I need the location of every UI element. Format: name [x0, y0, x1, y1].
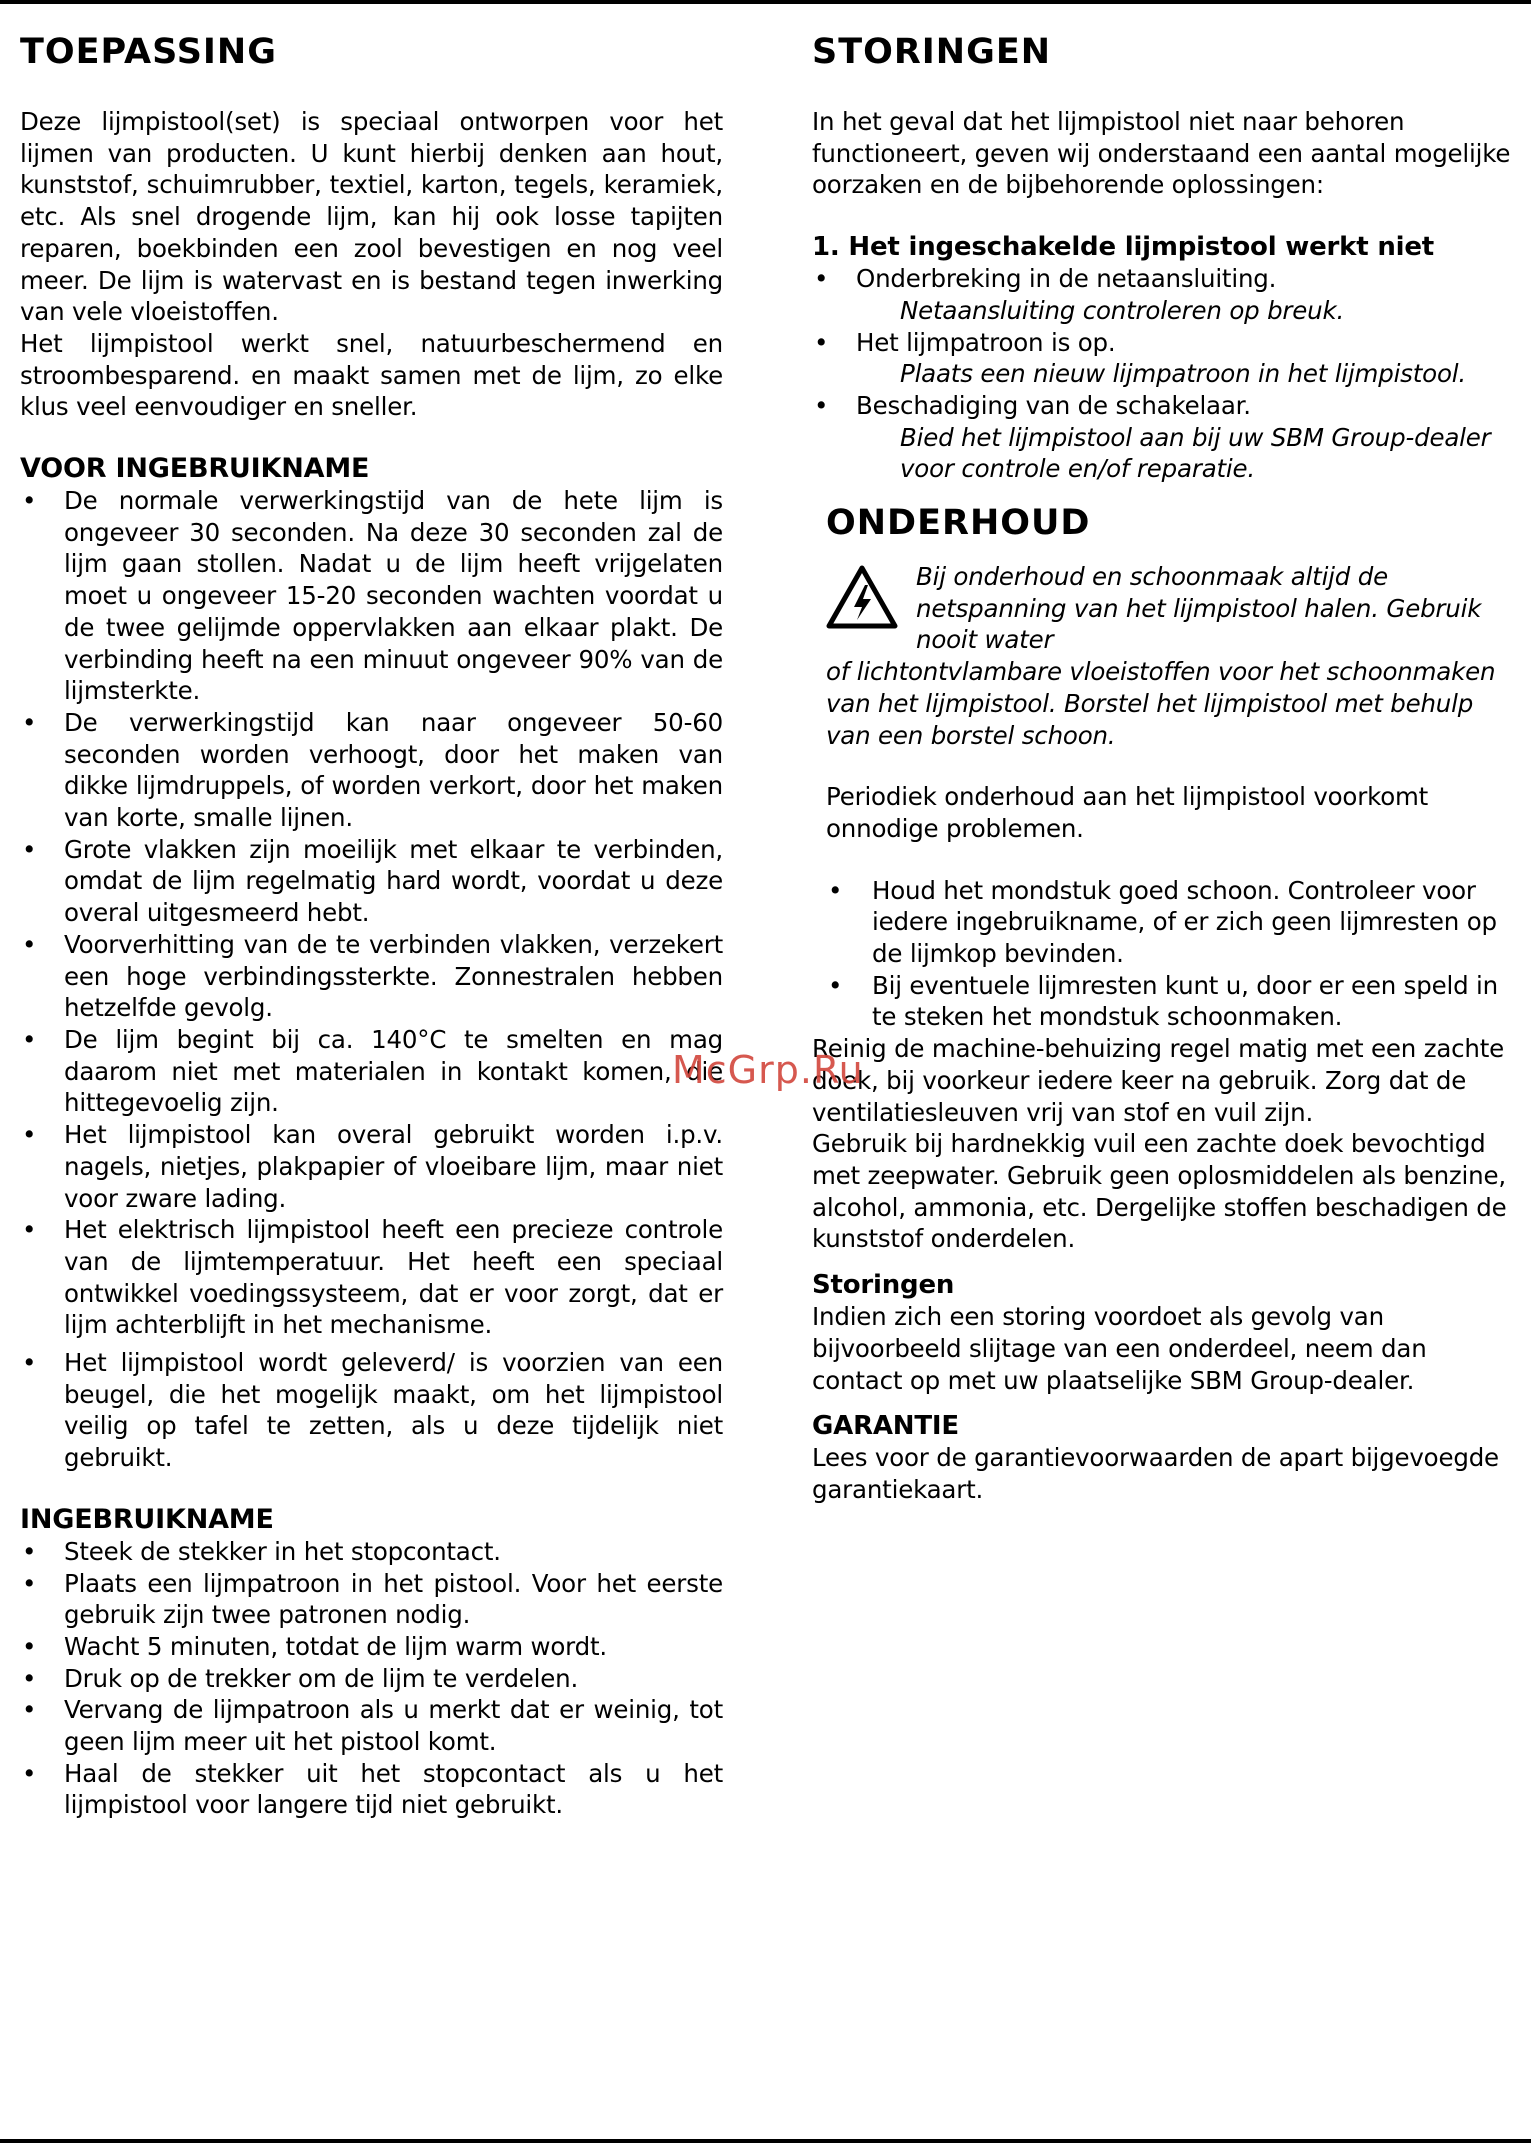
- list-item: • Het elektrisch lijmpistool heeft een precieze controle van de lijmtemperatuur. Het heeft een speciaal ontwikkel voedingssysteem, dat er voor zorgt, dat er lijm achterblijft in het mechanisme.: [20, 1214, 723, 1341]
- list-item: [812, 327, 1524, 390]
- section-title-voor-ingebruikname: VOOR INGEBRUIKNAME: [20, 453, 370, 485]
- reinig-paragraph: Reinig de machine-behuizing regel matig met een zachte doek, bij voorkeur iedere keer na gebruik. Zorg dat de ventilatiesleuven vrij van stof en vuil zijn.: [812, 1034, 1505, 1127]
- list-item: • Steek de stekker in het stopcontact.: [20, 1536, 723, 1568]
- list-item: • Voorverhitting van de te verbinden vlakken, verzekert een hoge verbindingssterkte. Zonnestralen hebben hetzelfde gevolg.: [20, 929, 723, 1024]
- fix-text: Bied het lijmpistool aan bij uw SBM Group-dealer voor controle en/of reparatie.: [900, 422, 1491, 484]
- list-item: • Wacht 5 minuten, totdat de lijm warm wordt.: [20, 1631, 723, 1663]
- garantie-text: Lees voor de garantievoorwaarden de apart bijgevoegde garantiekaart.: [812, 1443, 1499, 1504]
- warning-block: [826, 561, 1524, 656]
- onderhoud-list: [826, 875, 1524, 1034]
- list-item: • Haal de stekker uit het stopcontact als u het lijmpistool voor langere tijd niet gebruikt.: [20, 1758, 723, 1821]
- right-column: [812, 28, 1524, 1506]
- toepassing-paragraph-1: Deze lijmpistool(set) is speciaal ontworpen voor het lijmen van producten. U kunt hierbij denken aan hout, kunststof, schuimrubber, textiel, karton, tegels, keramiek, etc. Als snel drogende lijm, kan hij ook losse tapijten reparen, boekbinden een zool bevestigen en nog veel meer. De lijm is watervast en is bestand tegen inwerking van vele vloeistoffen.: [20, 107, 723, 327]
- list-item: • De lijm begint bij ca. 140°C te smelten en mag daarom niet met materialen in kontakt komen, die hittegevoelig zijn.: [20, 1024, 723, 1119]
- section-title-storingen-2: Storingen: [812, 1270, 955, 1301]
- onderhoud-section: [812, 499, 1524, 1033]
- list-item: • De normale verwerkingstijd van de hete lijm is ongeveer 30 seconden. Na deze 30 seconden zal de lijm gaan stollen. Nadat u de lijm heeft vrijgelaten moet u ongeveer 15-20 seconden wachten voordat u de twee gelijmde oppervlakken aan elkaar plakt. De verbinding heeft na een minuut ongeveer 90% van de lijmsterkte.: [20, 485, 723, 707]
- hardnekkig-vuil-paragraph: Gebruik bij hardnekkig vuil een zachte doek bevochtigd met zeepwater. Gebruik geen oplosmiddelen als benzine, alcohol, ammonia, etc. Dergelijke stoffen beschadigen de kunststof onderdelen.: [812, 1129, 1507, 1254]
- storingen-list: [812, 263, 1524, 485]
- left-column: [20, 28, 723, 1821]
- list-item: • Druk op de trekker om de lijm te verdelen.: [20, 1663, 723, 1695]
- storingen-2-text: Indien zich een storing voordoet als gevolg van bijvoorbeeld slijtage van een onderdeel, neem dan contact op met uw plaatselijke SBM Group-dealer.: [812, 1302, 1427, 1395]
- list-item: • Vervang de lijmpatroon als u merkt dat er weinig, tot geen lijm meer uit het pistool komt.: [20, 1694, 723, 1757]
- list-item: • Grote vlakken zijn moeilijk met elkaar te verbinden, omdat de lijm regelmatig hard wordt, voordat u deze overal uitgesmeerd hebt.: [20, 834, 723, 929]
- list-item: • Plaats een lijmpatroon in het pistool. Voor het eerste gebruik zijn twee patronen nodig.: [20, 1568, 723, 1631]
- list-item: [812, 390, 1524, 485]
- ingebruikname-list: [20, 1536, 723, 1821]
- list-item: • De verwerkingstijd kan naar ongeveer 50-60 seconden worden verhoogt, door het maken van dikke lijmdruppels, of worden verkort, door het maken van korte, smalle lijnen.: [20, 707, 723, 834]
- list-item: • Bij eventuele lijmresten kunt u, door er een speld in te steken het mondstuk schoonmaken.: [826, 970, 1524, 1033]
- cause-text: Beschadiging van de schakelaar.: [856, 390, 1251, 420]
- list-item: • Het lijmpistool wordt geleverd/ is voorzien van een beugel, die het mogelijk maakt, om het lijmpistool veilig op tafel te zetten, als u deze tijdelijk niet gebruikt.: [20, 1347, 723, 1474]
- list-item: • Houd het mondstuk goed schoon. Controleer voor iedere ingebruikname, of er zich geen lijmresten op de lijmkop bevinden.: [826, 875, 1524, 970]
- warning-text-rest: of lichtontvlambare vloeistoffen voor het schoonmaken van het lijmpistool. Borstel het lijmpistool met behulp van een borstel schoon.: [826, 657, 1496, 750]
- electric-hazard-warning-icon: [826, 565, 898, 629]
- cause-text: Het lijmpatroon is op.: [856, 327, 1116, 357]
- storingen-subtitle: 1. Het ingeschakelde lijmpistool werkt niet: [812, 232, 1435, 263]
- fix-text: Netaansluiting controleren op breuk.: [900, 295, 1345, 325]
- warning-text-first: Bij onderhoud en schoonmaak altijd de netspanning van het lijmpistool halen. Gebruik nooit water: [916, 562, 1482, 655]
- section-title-garantie: GARANTIE: [812, 1411, 959, 1442]
- top-rule: [0, 0, 1531, 4]
- section-title-storingen: STORINGEN: [812, 32, 1052, 72]
- section-title-onderhoud: ONDERHOUD: [826, 503, 1091, 544]
- fix-text: Plaats een nieuw lijmpatroon in het lijmpistool.: [900, 359, 1466, 389]
- voor-ingebruikname-list: [20, 485, 723, 1474]
- section-title-toepassing: TOEPASSING: [20, 32, 277, 72]
- bottom-rule: [0, 2139, 1531, 2143]
- watermark: McGrp.Ru: [672, 1048, 864, 1092]
- toepassing-paragraph-2: Het lijmpistool werkt snel, natuurbeschermend en stroombesparend. en maakt samen met de lijm, zo elke klus veel eenvoudiger en sneller.: [20, 328, 723, 422]
- periodiek-text: Periodiek onderhoud aan het lijmpistool voorkomt onnodige problemen.: [826, 782, 1429, 843]
- storingen-intro: In het geval dat het lijmpistool niet naar behoren functioneert, geven wij onderstaand een aantal mogelijke oorzaken en de bijbehorende oplossingen:: [812, 107, 1511, 200]
- section-title-ingebruikname: INGEBRUIKNAME: [20, 1503, 274, 1535]
- list-item: [812, 263, 1524, 326]
- list-item: • Het lijmpistool kan overal gebruikt worden i.p.v. nagels, nietjes, plakpapier of vloeibare lijm, maar niet voor zware lading.: [20, 1119, 723, 1214]
- cause-text: Onderbreking in de netaansluiting.: [856, 264, 1277, 294]
